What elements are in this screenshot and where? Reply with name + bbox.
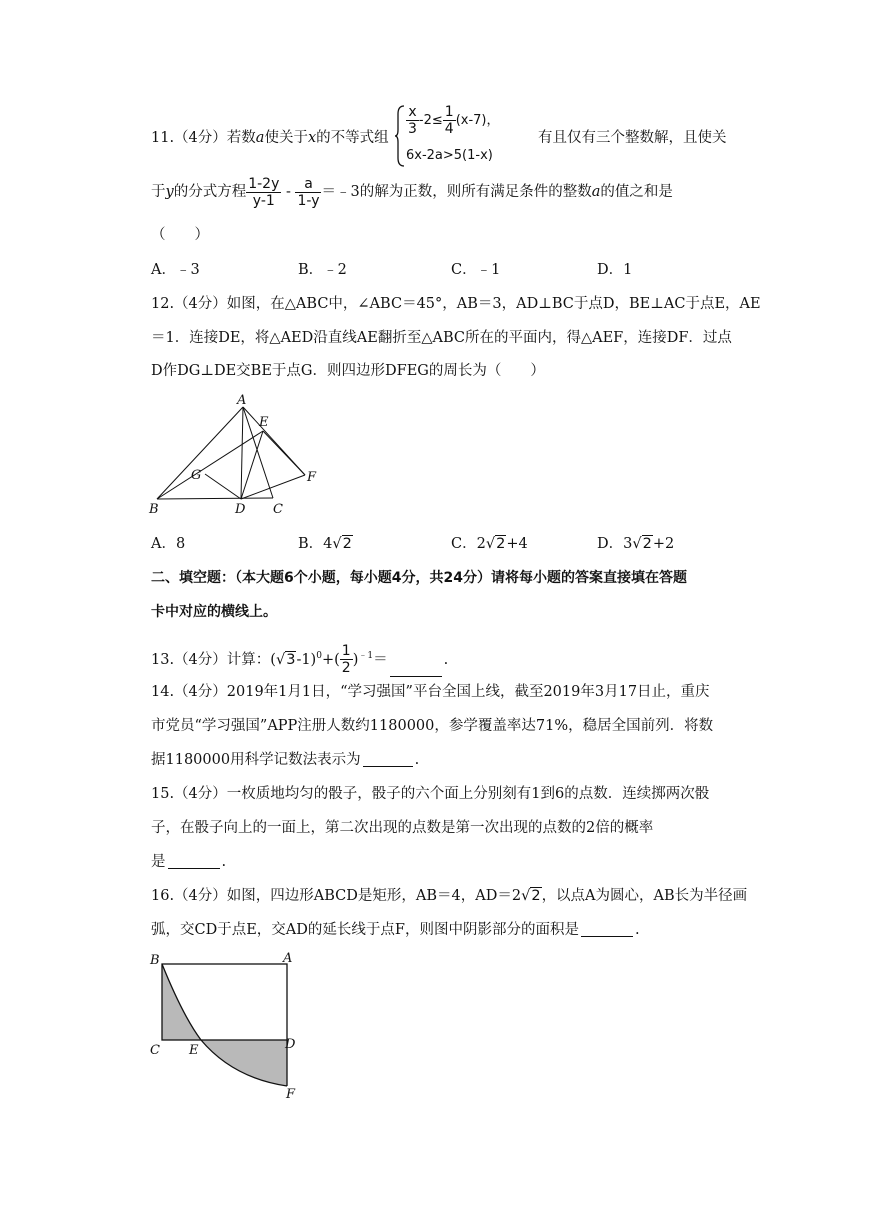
q11-line1-after: 有且仅有三个整数解，且使关 (538, 130, 727, 146)
q11-option-b: B．﹣2 (298, 262, 347, 278)
q12-option-a: A．8 (151, 536, 186, 552)
answer-blank[interactable] (168, 867, 220, 869)
label-b: B (150, 953, 160, 968)
ineq1-frac1: $\frac{x}{3}$ (408, 104, 417, 137)
answer-blank[interactable] (363, 765, 413, 767)
ineq1-frac2: $\frac{1}{4}$ (444, 104, 454, 137)
q11-paren: （ ） (151, 227, 209, 243)
section2-heading-line2: 卡中对应的横线上。 (151, 604, 277, 620)
label-d: D (285, 1037, 296, 1052)
label-b: B (149, 502, 159, 517)
shaded-region-left (162, 964, 201, 1040)
shaded-region-bottom (201, 1040, 287, 1086)
q11-option-c: C．﹣1 (451, 262, 501, 278)
q15-line2: 子，在骰子向上的一面上，第二次出现的点数是第一次出现的点数的2倍的概率 (151, 820, 654, 836)
q16-line2: 弧，交CD于点E，交AD的延长线于点F，则图中阴影部分的面积是 . (151, 922, 640, 938)
answer-blank[interactable] (581, 935, 633, 937)
label-e: E (189, 1043, 199, 1058)
q15-line1: 15.（4分）一枚质地均匀的骰子，骰子的六个面上分别刻有1到6的点数．连续掷两次骰 (151, 786, 710, 802)
q11-line2: 于y的分式方程 $\frac{1-2y}{y-1}$ - $\frac{a}{1-y}$ ＝﹣3的解为正数，则所有满足条件的整数a的值之和是 (151, 175, 673, 209)
q12-option-c: C．2√2+4 (451, 536, 528, 552)
q12-triangle-figure (145, 393, 325, 523)
label-d: D (235, 502, 246, 517)
q11-inequality-system (394, 104, 534, 168)
label-c: C (273, 502, 283, 517)
q12-line2: ＝1．连接DE，将△AED沿直线AE翻折至△ABC所在的平面内，得△AEF，连接DF．过点 (151, 330, 732, 346)
q11-option-a: A．﹣3 (151, 262, 200, 278)
q12-option-d: D．3√2+2 (597, 536, 675, 552)
brace-icon (394, 104, 406, 168)
q16-line1: 16.（4分）如图，四边形ABCD是矩形，AB＝4，AD＝2√2，以点A为圆心，AB长为半径画 (151, 888, 748, 904)
ineq2: 6x-2a>5(1-x) (406, 148, 493, 163)
label-a: A (237, 393, 247, 408)
q13-frac: $\frac{1}{2}$ (341, 643, 351, 677)
label-a: A (283, 951, 293, 966)
q12-option-b: B．4√2 (298, 536, 352, 552)
ineq1-tail: (x-7)， (455, 113, 500, 128)
q13-line: 13.（4分）计算：$(√3-1)^0+$( $\frac{1}{2}$ )$^{﹣1}$＝ . (151, 643, 449, 677)
q16-rectangle-figure (145, 950, 315, 1100)
q12-line3: D作DG⊥DE交BE于点G．则四边形DFEG的周长为（ ） (151, 363, 545, 379)
label-g: G (191, 468, 202, 483)
eq-frac2: $\frac{a}{1-y}$ (297, 175, 320, 209)
label-c: C (150, 1043, 160, 1058)
q11-option-d: D．1 (597, 262, 633, 278)
q11-line1: 11.（4分）若数a使关于x的不等式组 (151, 130, 389, 146)
q14-line3: 据1180000用科学记数法表示为 . (151, 752, 420, 768)
q15-line3: 是 . (151, 854, 227, 870)
answer-blank[interactable] (390, 675, 442, 677)
q14-line2: 市党员“学习强国”APP注册人数约1180000，参学覆盖率达71%，稳居全国前列．将数 (151, 718, 714, 734)
label-f: F (307, 470, 317, 485)
ineq1-mid: -2≤ (418, 113, 443, 128)
q14-line1: 14.（4分）2019年1月1日，“学习强国”平台全国上线，截至2019年3月17日止，重庆 (151, 684, 710, 700)
section2-heading-line1: 二、填空题：（本大题6个小题，每小题4分，共24分）请将每小题的答案直接填在答题 (151, 570, 687, 586)
eq-frac1: $\frac{1-2y}{y-1}$ (248, 175, 280, 209)
label-e: E (259, 415, 269, 430)
label-f: F (286, 1087, 296, 1100)
q12-line1: 12.（4分）如图，在△ABC中，∠ABC＝45°，AB＝3，AD⊥BC于点D，BE⊥AC于点E，AE (151, 296, 761, 312)
